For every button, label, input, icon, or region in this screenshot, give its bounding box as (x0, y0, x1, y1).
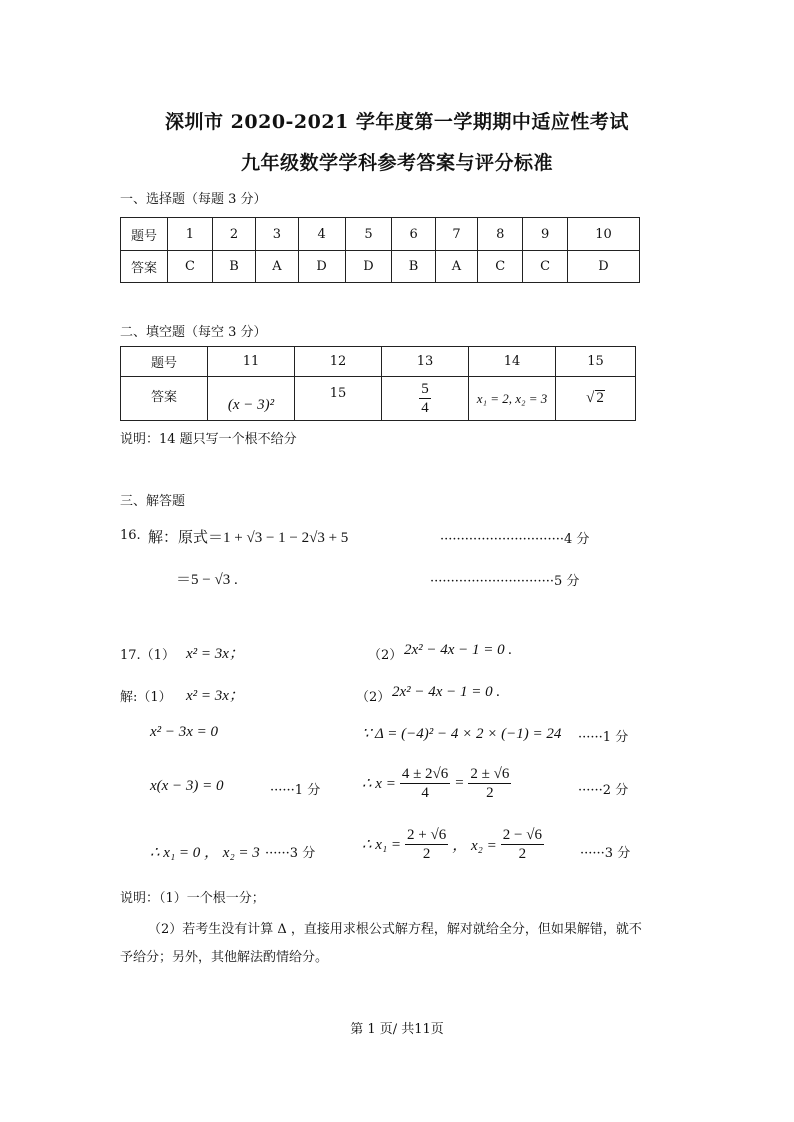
mc-number-cell: 4 (298, 218, 345, 251)
mc-number-cell: 8 (478, 218, 523, 251)
numerator: 5 (421, 381, 429, 397)
denominator: 4 (421, 400, 429, 416)
mc-answer-cell: C (478, 251, 523, 283)
numerator: 2 − √6 (502, 827, 542, 843)
section-multiple-choice-heading: 一、选择题（每题 3 分） (120, 192, 267, 207)
sqrt-symbol: √ (586, 390, 595, 406)
mc-answer-cell: D (345, 251, 392, 283)
fraction (419, 380, 431, 417)
part2-step2 (362, 765, 511, 802)
fraction (405, 826, 448, 863)
mc-answer-header: 答案 (121, 251, 168, 283)
numerator: 4 ± 2√6 (401, 766, 449, 782)
numerator: 2 ± √6 (470, 766, 510, 782)
solution-part2-label: （2） (356, 690, 391, 705)
solution-label: 解:（1） (120, 690, 172, 705)
radicand: 2 (596, 390, 604, 406)
solution-note-2: （2）若考生没有计算 Δ ，直接用求根公式解方程，解对就给全分，但如果解错，就不 (148, 922, 642, 937)
part2-step2-score: ······2 分 (578, 783, 629, 798)
part1-step1: x² − 3x = 0 (150, 724, 219, 740)
part1-step2: x(x − 3) = 0 (150, 778, 224, 794)
q16-step1-score: ······························4 分 (440, 532, 590, 547)
mc-answer-cell: B (212, 251, 255, 283)
q16-label: 16. (120, 528, 141, 543)
mc-number-cell: 10 (568, 218, 640, 251)
fill-number-cell: 14 (469, 347, 556, 377)
fill-number-cell: 12 (295, 347, 382, 377)
q17-label: 17.（1） (120, 648, 175, 663)
q16-step2: ＝5 − √3 . (176, 572, 238, 588)
fill-answer-header: 答案 (121, 377, 208, 421)
q16-step2-score: ······························5 分 (430, 574, 580, 589)
page-footer: 第 1 页/ 共11页 (350, 1022, 444, 1037)
fill-answer-15 (556, 377, 636, 421)
q16-step1: 解：原式＝1 + √3 − 1 − 2√3 + 5 (148, 530, 349, 546)
fill-number-cell: 11 (208, 347, 295, 377)
mc-number-cell: 6 (392, 218, 435, 251)
fill-in-note: 说明：14 题只写一个根不给分 (120, 432, 297, 447)
denominator: 2 (518, 846, 527, 862)
mc-answer-cell: B (392, 251, 435, 283)
solution-note-3: 予给分；另外，其他解法酌情给分。 (120, 950, 329, 965)
denominator: 2 (486, 785, 494, 801)
equals-sign: = (454, 775, 465, 791)
section-solution-heading: 三、解答题 (120, 494, 186, 509)
fill-number-cell: 15 (556, 347, 636, 377)
part1-step3: ∴ x₁ = 0 ， x₂ = 3 (150, 845, 260, 861)
mc-answer-cell: A (435, 251, 478, 283)
section-fill-in-heading: 二、填空题（每空 3 分） (120, 325, 267, 340)
denominator: 4 (421, 785, 429, 801)
part2-step3-score: ······3 分 (580, 846, 631, 861)
mc-number-header: 题号 (121, 218, 168, 251)
fill-answer-11: (x − 3)² (208, 377, 295, 421)
part1-step3-score: ······3 分 (265, 846, 316, 861)
fraction (501, 826, 544, 863)
fill-answer-12: 15 (295, 377, 382, 421)
mc-number-cell: 5 (345, 218, 392, 251)
part2-step3 (362, 826, 544, 863)
mc-number-cell: 1 (168, 218, 213, 251)
step2-prefix: ∴ x = (362, 776, 396, 792)
q17-equation-1: x² = 3x； (186, 646, 244, 662)
fill-number-cell: 13 (382, 347, 469, 377)
q17-part2-label: （2） (368, 648, 403, 663)
page-title: 深圳市 2020-2021 学年度第一学期期中适应性考试 (165, 111, 629, 133)
fill-number-header: 题号 (121, 347, 208, 377)
q17-equation-2: 2x² − 4x − 1 = 0 . (404, 642, 513, 658)
solution-equation-1: x² = 3x； (186, 688, 244, 704)
mc-answer-cell: C (168, 251, 213, 283)
solution-note-1: 说明：（1）一个根一分； (120, 891, 265, 906)
fraction (468, 765, 511, 802)
numerator: 2 + √6 (407, 827, 447, 843)
mc-answer-cell: D (568, 251, 640, 283)
mc-number-cell: 7 (435, 218, 478, 251)
fill-in-answer-table (120, 346, 636, 421)
denominator: 2 (422, 846, 431, 862)
step3-prefix: ∴ x₁ = (362, 837, 402, 853)
solution-equation-2: 2x² − 4x − 1 = 0 . (392, 684, 501, 700)
fill-answer-13 (382, 377, 469, 421)
mc-number-cell: 9 (523, 218, 568, 251)
mc-answer-cell: A (256, 251, 299, 283)
page-subtitle: 九年级数学学科参考答案与评分标准 (240, 152, 553, 174)
fill-answer-14: x₁ = 2, x₂ = 3 (469, 377, 556, 421)
mc-answer-cell: D (298, 251, 345, 283)
mc-number-cell: 3 (256, 218, 299, 251)
part2-discriminant: ∵ Δ = (−4)² − 4 × 2 × (−1) = 24 (362, 726, 562, 742)
part2-step1-score: ······1 分 (578, 730, 629, 745)
multiple-choice-answer-table (120, 217, 640, 283)
mc-number-cell: 2 (212, 218, 255, 251)
step3-middle: ， x₂ = (452, 838, 497, 854)
fraction (400, 765, 450, 802)
mc-answer-cell: C (523, 251, 568, 283)
part1-step2-score: ······1 分 (270, 783, 321, 798)
